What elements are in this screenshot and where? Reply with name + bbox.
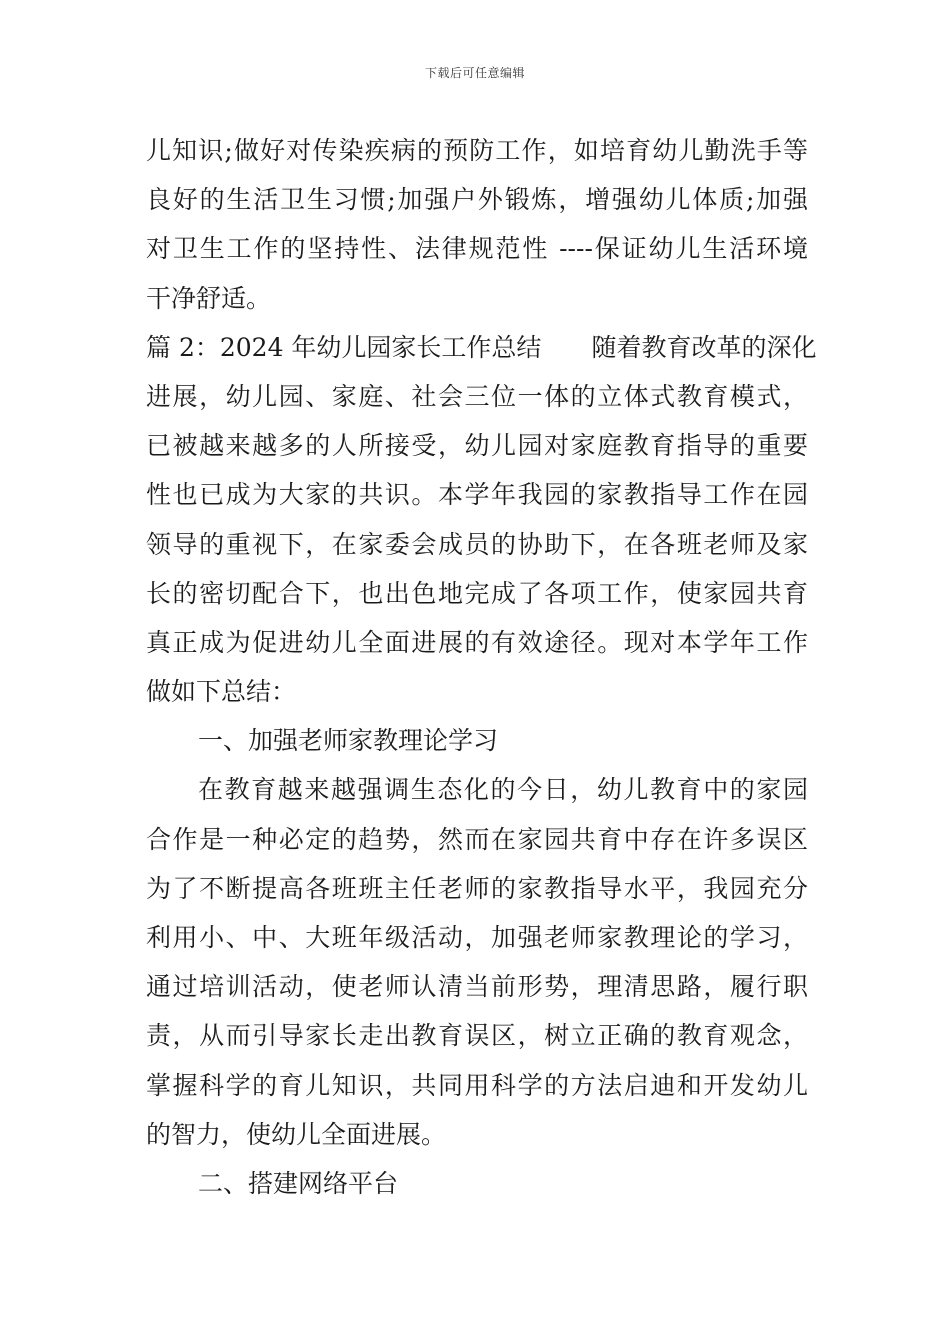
text-line: 已被越来越多的人所接受，幼儿园对家庭教育指导的重要 (146, 431, 808, 461)
text-line: 为了不断提高各班班主任老师的家教指导水平，我园充分 (146, 873, 808, 903)
text-line: 真正成为促进幼儿全面进展的有效途径。现对本学年工作 (146, 627, 808, 657)
text-line: 做如下总结： (146, 677, 297, 707)
text-line: 进展，幼儿园、家庭、社会三位一体的立体式教育模式， (146, 381, 808, 411)
text-line: 在教育越来越强调生态化的今日，幼儿教育中的家园 (198, 775, 808, 805)
page-header: 下载后可任意编辑 (424, 66, 525, 80)
text-line: 对卫生工作的坚持性、法律规范性 ----保证幼儿生活环境 (146, 234, 808, 264)
text-line: 合作是一种必定的趋势，然而在家园共育中存在许多误区 (146, 824, 808, 854)
article-title-line (146, 323, 817, 372)
document-body (146, 126, 817, 1208)
text-line: 的智力，使幼儿全面进展。 (146, 1119, 447, 1149)
text-line: 领导的重视下，在家委会成员的协助下，在各班老师及家 (146, 529, 808, 559)
section-heading: 一、加强老师家教理论学习 (198, 726, 499, 756)
article-first-line: 随着教育改革的深化 (591, 332, 817, 362)
text-line: 干净舒适。 (146, 283, 272, 313)
text-line: 利用小、中、大班年级活动，加强老师家教理论的学习， (146, 923, 808, 952)
text-line: 良好的生活卫生习惯;加强户外锻炼，增强幼儿体质;加强 (146, 185, 808, 215)
text-line: 长的密切配合下，也出色地完成了各项工作，使家园共育 (146, 578, 808, 608)
text-line: 儿知识;做好对传染疾病的预防工作，如培育幼儿勤洗手等 (146, 136, 808, 165)
text-line: 通过培训活动，使老师认清当前形势，理清思路，履行职 (146, 972, 808, 1002)
text-line: 性也已成为大家的共识。本学年我园的家教指导工作在园 (146, 480, 808, 510)
text-line: 责，从而引导家长走出教育误区，树立正确的教育观念， (146, 1021, 808, 1051)
article-title: 篇 2：2024 年幼儿园家长工作总结 (146, 332, 542, 362)
text-line: 掌握科学的育儿知识，共同用科学的方法启迪和开发幼儿 (146, 1070, 808, 1100)
section-heading: 二、搭建网络平台 (198, 1168, 399, 1198)
